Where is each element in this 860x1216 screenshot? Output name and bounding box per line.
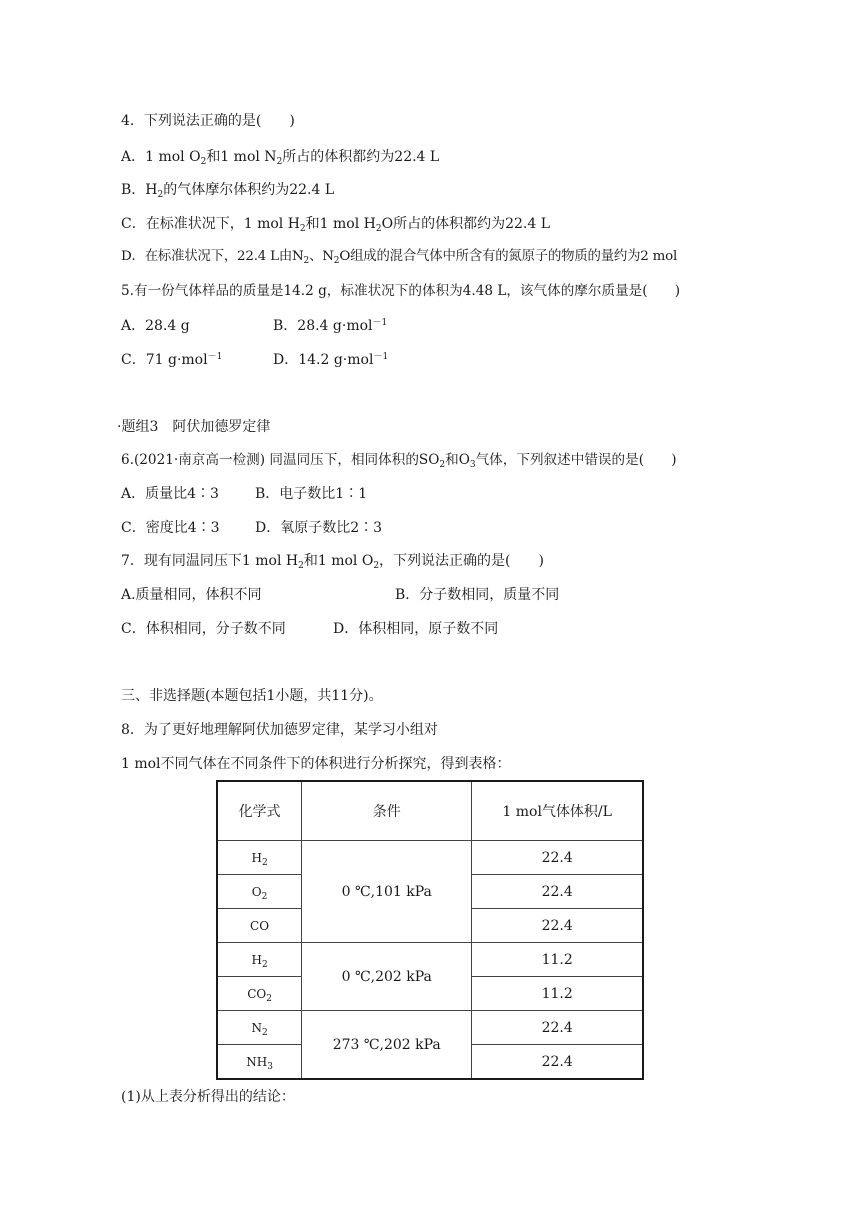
gas-volume-table [216,780,644,1080]
q7-option-c: C．体积相同，分子数不同 [121,621,286,637]
volume-cell: 22.4 [472,1045,643,1080]
q4-option-c: C．在标准状况下，1 mol $H_2$和1 mol $H_2O$所占的体积都约为22.4 L [121,216,550,234]
condition-cell: 273 ℃,202 kPa [302,1011,472,1080]
q7-option-b: B．分子数相同，质量不同 [395,587,560,603]
q8-line1: 8．为了更好地理解阿伏加德罗定律，某学习小组对 [121,722,438,738]
table-row [217,943,643,977]
q5-option-c: C．71 g·mol$^{-1}$ [121,352,223,368]
q4-option-b: B．$H_2$的气体摩尔体积约为22.4 L [121,182,335,200]
q6-option-d: D．氧原子数比2∶3 [255,520,383,536]
q7-option-a: A.质量相同，体积不同 [121,587,262,603]
table-row [217,1011,643,1045]
volume-cell: 22.4 [472,1011,643,1045]
table-header-volume: 1 mol气体体积/L [472,781,643,841]
q7-options-row1 [121,585,559,605]
formula-cell: $NH_3$ [217,1045,302,1080]
volume-cell: 22.4 [472,909,643,943]
volume-cell: 11.2 [472,977,643,1011]
formula-cell: $H_2$ [217,841,302,875]
formula-cell: $O_2$ [217,875,302,909]
group3-heading: ·题组3 阿伏加德罗定律 [117,419,271,435]
q8-line2: 1 mol不同气体在不同条件下的体积进行分析探究，得到表格： [121,756,511,772]
formula-cell: $N_2$ [217,1011,302,1045]
q4-stem: 4．下列说法正确的是( ) [121,113,295,129]
q5-options-row1 [121,316,387,336]
q7-options-row2 [121,619,498,639]
q5-option-d: D．14.2 g·mol$^{-1}$ [273,352,389,368]
volume-cell: 22.4 [472,841,643,875]
formula-cell: $H_2$ [217,943,302,977]
q5-options-row2 [121,350,388,370]
q7-option-d: D．体积相同，原子数不同 [333,621,499,637]
q6-option-c: C．密度比4∶3 [121,520,220,536]
table-row [217,841,643,875]
q4-option-a: A．1 mol $O_2$和1 mol $N_2$所占的体积都约为22.4 L [121,149,440,167]
q5-option-b: B．28.4 g·mol$^{-1}$ [273,318,388,334]
condition-cell: 0 ℃,202 kPa [302,943,472,1011]
formula-cell: $CO_2$ [217,977,302,1011]
q6-stem: 6.(2021·南京高一检测) 同温同压下，相同体积的$SO_2$和$O_3$气体，下列叙述中错误的是( ) [121,452,677,470]
volume-cell: 11.2 [472,943,643,977]
q7-stem: 7．现有同温同压下1 mol $H_2$和1 mol $O_2$，下列说法正确的是( ) [121,553,544,571]
q6-option-a: A．质量比4∶3 [121,486,219,502]
q5-stem: 5.有一份气体样品的质量是14.2 g，标准状况下的体积为4.48 L，该气体的摩尔质量是( ) [121,283,681,299]
q5-option-a: A．28.4 g [121,318,190,334]
q6-options-row1 [121,484,367,504]
condition-cell: 0 ℃,101 kPa [302,841,472,943]
table-header-row [217,781,643,841]
q6-options-row2 [121,518,382,538]
table-header-formula: 化学式 [217,781,302,841]
section3-heading: 三、非选择题(本题包括1小题，共11分)。 [121,688,383,704]
q4-option-d: D．在标准状况下，22.4 L由$N_2$、$N_2O$组成的混合气体中所含有的氮原子的物质的量约为2 mol [121,249,678,266]
q8-subquestion-1: (1)从上表分析得出的结论： [121,1089,295,1105]
formula-cell: CO [217,909,302,943]
volume-cell: 22.4 [472,875,643,909]
table-header-condition: 条件 [302,781,472,841]
q6-option-b: B．电子数比1∶1 [255,486,368,502]
